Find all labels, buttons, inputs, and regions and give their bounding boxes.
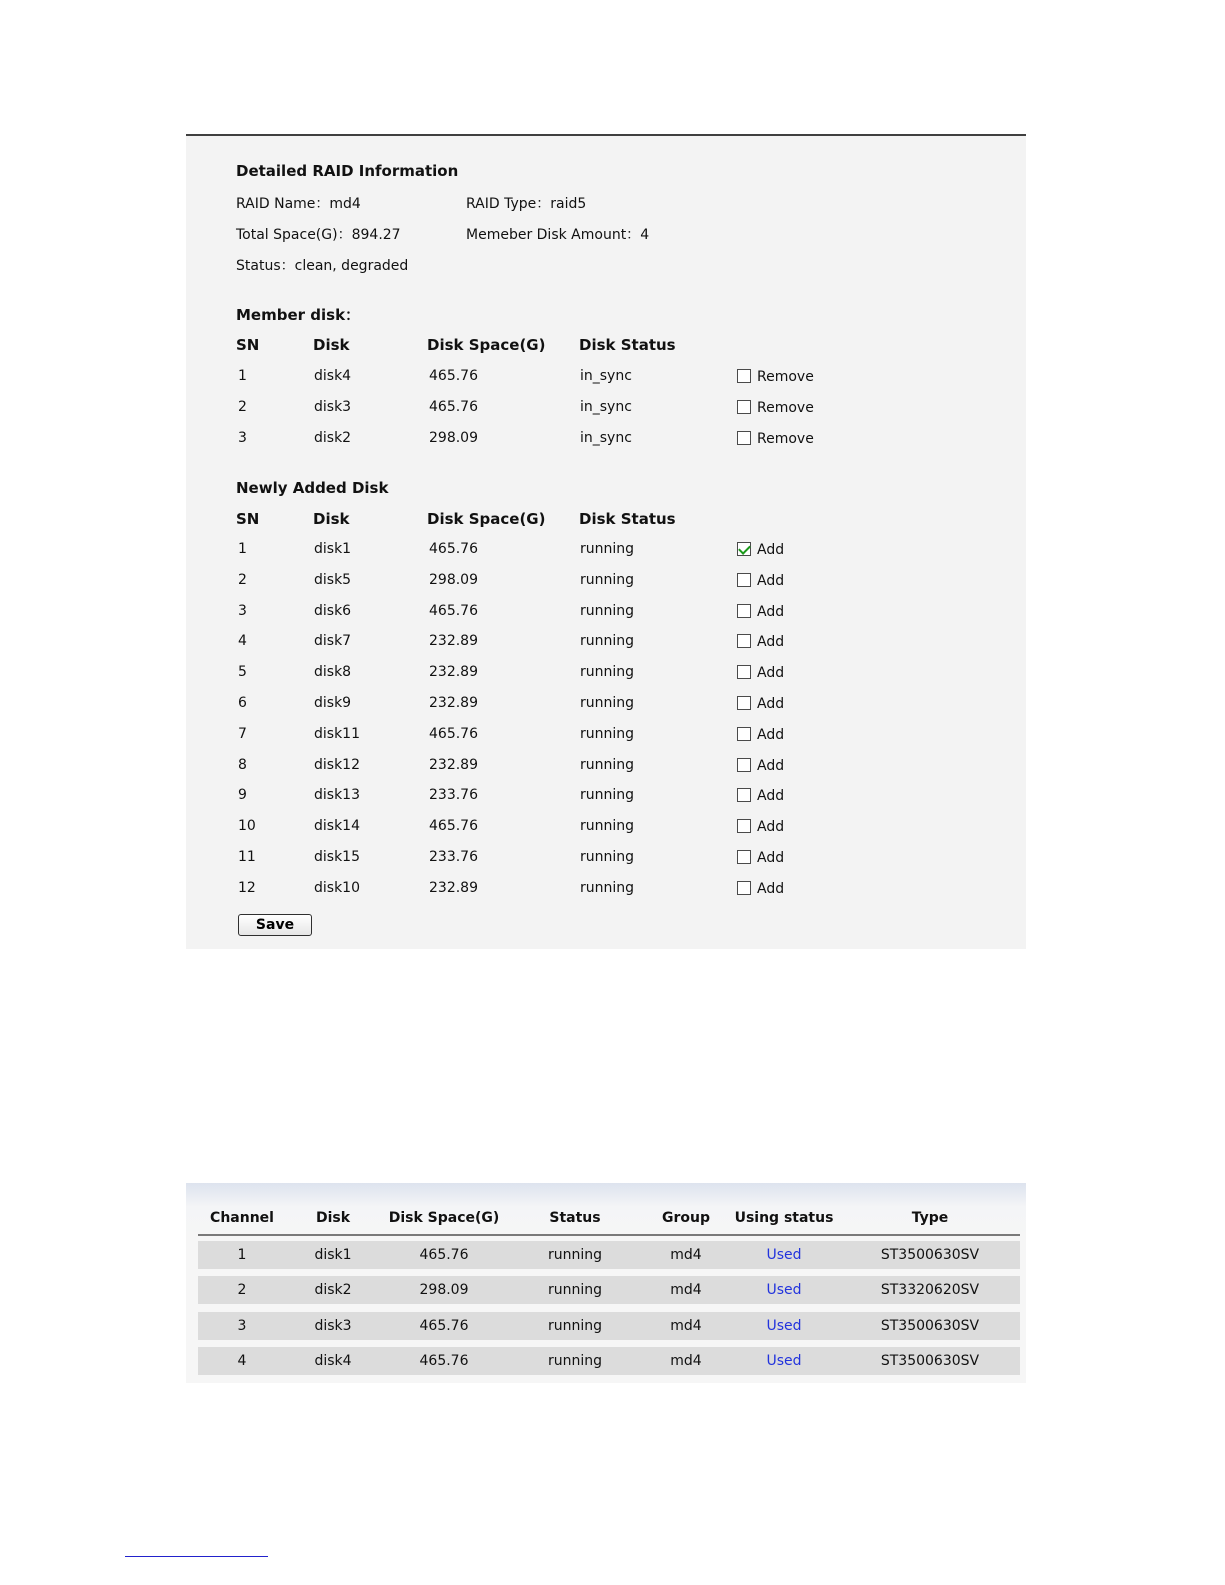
- status-cell: running: [547, 1317, 603, 1334]
- disk-cell: disk13: [314, 787, 360, 804]
- raid-name-label: RAID Name：: [236, 196, 330, 212]
- table-row: [198, 1276, 1020, 1304]
- table-row: [198, 1241, 1020, 1269]
- raid-status-label: Status：: [236, 258, 295, 274]
- member-col-disk: Disk: [313, 336, 350, 354]
- raid-type-label: RAID Type：: [466, 196, 551, 212]
- col-using-status: Using status: [734, 1210, 834, 1226]
- sn-cell: 4: [238, 633, 247, 650]
- add-checkbox[interactable]: [737, 850, 751, 864]
- space-cell: 298.09: [419, 1282, 469, 1299]
- add-checkbox[interactable]: [737, 881, 751, 895]
- disk-cell: disk9: [314, 695, 352, 711]
- space-cell: 298.09: [429, 571, 478, 588]
- status-cell: running: [580, 879, 635, 896]
- using-status-link[interactable]: Used: [766, 1317, 802, 1334]
- member-amount-label: Memeber Disk Amount：: [466, 227, 641, 243]
- space-cell: 465.76: [419, 1247, 469, 1263]
- add-checkbox[interactable]: [737, 665, 751, 679]
- add-label: Add: [757, 757, 785, 774]
- add-checkbox[interactable]: [737, 542, 751, 556]
- col-disk: Disk: [315, 1210, 351, 1226]
- total-space-label: Total Space(G)：: [236, 227, 352, 243]
- add-label: Add: [757, 634, 785, 651]
- col-group: Group: [661, 1210, 711, 1226]
- new-col-disk: Disk: [313, 510, 350, 528]
- disk-cell: disk15: [314, 849, 360, 865]
- group-cell: md4: [670, 1247, 702, 1263]
- type-cell: ST3500630SV: [880, 1352, 980, 1369]
- add-checkbox[interactable]: [737, 819, 751, 833]
- remove-checkbox[interactable]: [737, 400, 751, 414]
- add-checkbox[interactable]: [737, 634, 751, 648]
- add-checkbox[interactable]: [737, 788, 751, 802]
- disk-cell: disk5: [314, 571, 352, 588]
- status-cell: in_sync: [580, 429, 632, 446]
- space-cell: 232.89: [429, 756, 478, 773]
- remove-checkbox[interactable]: [737, 369, 751, 383]
- disk-cell: disk4: [314, 1352, 352, 1369]
- sn-cell: 3: [238, 429, 247, 446]
- channel-cell: 3: [237, 1317, 247, 1334]
- space-cell: 465.76: [429, 368, 478, 384]
- group-cell: md4: [670, 1352, 702, 1369]
- remove-label: Remove: [757, 430, 814, 447]
- sn-cell: 6: [238, 695, 247, 711]
- channel-cell: 2: [237, 1282, 247, 1299]
- add-checkbox[interactable]: [737, 604, 751, 618]
- status-cell: running: [580, 541, 635, 557]
- type-cell: ST3320620SV: [880, 1282, 980, 1299]
- member-col-status: Disk Status: [579, 336, 676, 354]
- space-cell: 465.76: [429, 725, 478, 742]
- channel-cell: 4: [237, 1352, 247, 1369]
- raid-type-field: [466, 193, 586, 213]
- disk-cell: disk2: [314, 1282, 352, 1299]
- disk-list-panel: [186, 1183, 1026, 1383]
- space-cell: 232.89: [429, 633, 478, 650]
- channel-cell: 1: [237, 1247, 247, 1263]
- raid-status-value: clean, degraded: [294, 258, 409, 274]
- disk-cell: disk1: [314, 1247, 352, 1263]
- disk-cell: disk8: [314, 664, 352, 681]
- using-status-link[interactable]: Used: [766, 1247, 802, 1263]
- remove-label: Remove: [757, 399, 814, 416]
- col-channel: Channel: [210, 1210, 274, 1226]
- disk-cell: disk2: [314, 429, 352, 446]
- sn-cell: 11: [238, 849, 256, 865]
- add-label: Add: [757, 603, 785, 620]
- space-cell: 298.09: [429, 429, 478, 446]
- space-cell: 233.76: [429, 849, 478, 865]
- status-cell: in_sync: [580, 398, 632, 415]
- sn-cell: 1: [238, 368, 247, 384]
- add-label: Add: [757, 572, 785, 589]
- raid-detail-panel: [186, 134, 1026, 949]
- raid-type-value: raid5: [550, 196, 587, 212]
- add-checkbox[interactable]: [737, 727, 751, 741]
- sn-cell: 2: [238, 571, 247, 588]
- status-cell: running: [580, 602, 635, 619]
- space-cell: 465.76: [429, 541, 478, 557]
- total-space-value: 894.27: [351, 227, 401, 243]
- col-type: Type: [911, 1210, 949, 1226]
- sn-cell: 1: [238, 541, 247, 557]
- raid-name-value: md4: [329, 196, 361, 212]
- space-cell: 465.76: [429, 818, 478, 835]
- raid-info-heading: Detailed RAID Information: [236, 162, 459, 180]
- new-col-space: Disk Space(G): [427, 510, 546, 528]
- sn-cell: 7: [238, 725, 247, 742]
- header-divider: [198, 1234, 1020, 1236]
- space-cell: 232.89: [429, 879, 478, 896]
- type-cell: ST3500630SV: [880, 1247, 980, 1263]
- new-disk-heading: Newly Added Disk: [236, 479, 389, 497]
- sn-cell: 5: [238, 664, 247, 681]
- space-cell: 465.76: [419, 1317, 469, 1334]
- add-label: Add: [757, 726, 785, 743]
- col-disk-space: Disk Space(G): [388, 1210, 500, 1226]
- status-cell: running: [547, 1282, 603, 1299]
- remove-checkbox[interactable]: [737, 431, 751, 445]
- status-cell: running: [547, 1352, 603, 1369]
- disk-cell: disk10: [314, 879, 360, 896]
- status-cell: running: [580, 664, 635, 681]
- sn-cell: 2: [238, 398, 247, 415]
- disk-cell: disk12: [314, 756, 360, 773]
- sn-cell: 3: [238, 602, 247, 619]
- space-cell: 232.89: [429, 695, 478, 711]
- add-label: Add: [757, 542, 785, 558]
- sn-cell: 9: [238, 787, 247, 804]
- status-cell: running: [580, 571, 635, 588]
- raid-status-field: [236, 255, 408, 275]
- disk-cell: disk3: [314, 1317, 352, 1334]
- using-status-link[interactable]: Used: [766, 1282, 802, 1299]
- disk-cell: disk1: [314, 541, 352, 557]
- member-amount-value: 4: [640, 227, 650, 243]
- add-label: Add: [757, 788, 785, 805]
- member-col-space: Disk Space(G): [427, 336, 546, 354]
- disk-cell: disk11: [314, 725, 360, 742]
- member-disk-heading: Member disk：: [236, 306, 361, 324]
- add-checkbox[interactable]: [737, 758, 751, 772]
- disk-cell: disk4: [314, 368, 352, 384]
- add-label: Add: [757, 819, 785, 836]
- group-cell: md4: [670, 1282, 702, 1299]
- status-cell: running: [580, 787, 635, 804]
- add-checkbox[interactable]: [737, 696, 751, 710]
- add-label: Add: [757, 880, 785, 897]
- col-status: Status: [549, 1210, 601, 1226]
- sn-cell: 10: [238, 818, 256, 835]
- total-space-field: [236, 224, 401, 244]
- disk-cell: disk14: [314, 818, 360, 835]
- table-row: [198, 1312, 1020, 1340]
- status-cell: running: [580, 695, 635, 711]
- status-cell: running: [580, 633, 635, 650]
- space-cell: 233.76: [429, 787, 478, 804]
- new-col-status: Disk Status: [579, 510, 676, 528]
- disk-cell: disk7: [314, 633, 352, 650]
- type-cell: ST3500630SV: [880, 1317, 980, 1334]
- space-cell: 465.76: [429, 602, 478, 619]
- add-label: Add: [757, 696, 785, 712]
- sn-cell: 8: [238, 756, 247, 773]
- space-cell: 232.89: [429, 664, 478, 681]
- status-cell: running: [580, 818, 635, 835]
- disk-cell: disk3: [314, 398, 352, 415]
- remove-label: Remove: [757, 369, 814, 385]
- space-cell: 465.76: [419, 1352, 469, 1369]
- save-button[interactable]: Save: [238, 914, 312, 936]
- member-col-sn: SN: [236, 336, 260, 354]
- raid-name-field: [236, 193, 361, 213]
- status-cell: running: [580, 756, 635, 773]
- disk-cell: disk6: [314, 602, 352, 619]
- using-status-link[interactable]: Used: [766, 1352, 802, 1369]
- status-cell: running: [547, 1247, 603, 1263]
- table-row: [198, 1347, 1020, 1375]
- new-col-sn: SN: [236, 510, 260, 528]
- sn-cell: 12: [238, 879, 256, 896]
- add-checkbox[interactable]: [737, 573, 751, 587]
- footnote-divider: [125, 1556, 268, 1557]
- add-label: Add: [757, 665, 785, 682]
- status-cell: in_sync: [580, 368, 632, 384]
- add-label: Add: [757, 850, 785, 866]
- status-cell: running: [580, 725, 635, 742]
- status-cell: running: [580, 849, 635, 865]
- space-cell: 465.76: [429, 398, 478, 415]
- group-cell: md4: [670, 1317, 702, 1334]
- member-amount-field: [466, 224, 649, 244]
